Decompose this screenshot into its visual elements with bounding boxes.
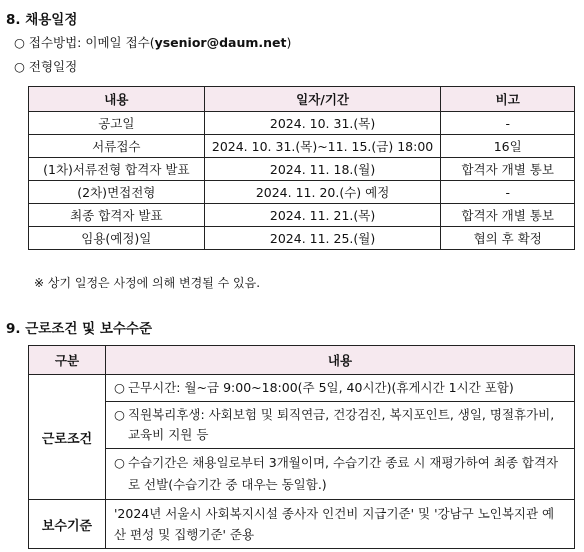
schedule-cell-note: 합격자 개별 통보 xyxy=(441,204,575,227)
pay-standard-cell xyxy=(106,500,575,549)
schedule-table xyxy=(28,86,575,250)
application-email: ysenior@daum.net xyxy=(154,35,287,50)
schedule-cell-content: (2차)면접전형 xyxy=(29,181,205,204)
schedule-header-date: 일자/기간 xyxy=(204,87,441,112)
welfare-cell xyxy=(106,402,575,449)
schedule-header-row xyxy=(29,87,575,112)
bullet-mark: ○ xyxy=(114,407,125,422)
table-row xyxy=(29,375,575,402)
schedule-cell-note: - xyxy=(441,181,575,204)
table-row xyxy=(29,402,575,449)
section-8-heading: 8. 채용일정 xyxy=(6,12,78,28)
schedule-cell-date: 2024. 11. 21.(목) xyxy=(204,204,441,227)
work-hours-cell xyxy=(106,375,575,402)
schedule-header-note: 비고 xyxy=(441,87,575,112)
schedule-cell-note: 협의 후 확정 xyxy=(441,227,575,250)
work-hours-text: 근무시간: 월~금 9:00~18:00(주 5일, 40시간)(휴게시간 1시간 포함) xyxy=(128,380,514,395)
schedule-cell-date: 2024. 11. 25.(월) xyxy=(204,227,441,250)
schedule-cell-date: 2024. 11. 18.(월) xyxy=(204,158,441,181)
table-row xyxy=(29,449,575,500)
schedule-cell-note: 16일 xyxy=(441,135,575,158)
schedule-cell-content: 서류접수 xyxy=(29,135,205,158)
pay-standard-category: 보수기준 xyxy=(29,500,106,549)
schedule-cell-note: - xyxy=(441,112,575,135)
application-method-prefix: ○ 접수방법: 이메일 접수( xyxy=(14,35,155,50)
schedule-cell-date: 2024. 11. 20.(수) 예정 xyxy=(204,181,441,204)
table-row xyxy=(29,500,575,549)
work-conditions-category: 근로조건 xyxy=(29,375,106,500)
schedule-cell-date: 2024. 10. 31.(목) xyxy=(204,112,441,135)
schedule-cell-content: (1차)서류전형 합격자 발표 xyxy=(29,158,205,181)
probation-text: 수습기간은 채용일로부터 3개월이며, 수습기간 종료 시 재평가하여 최종 합격자로 선발(수습기간 중 대우는 동일함.) xyxy=(128,455,559,492)
application-method-line xyxy=(14,33,291,51)
table-row xyxy=(29,227,575,250)
schedule-cell-content: 최종 합격자 발표 xyxy=(29,204,205,227)
application-method-suffix: ) xyxy=(286,35,292,50)
pay-standard-text: '2024년 서울시 사회복지시설 종사자 인건비 지급기준' 및 '강남구 노인복지관 예산 편성 및 집행기준' 준용 xyxy=(114,506,555,542)
schedule-cell-note: 합격자 개별 통보 xyxy=(441,158,575,181)
table-row xyxy=(29,158,575,181)
welfare-text: 직원복리후생: 사회보험 및 퇴직연금, 건강검진, 복지포인트, 생일, 명절휴가비, 교육비 지원 등 xyxy=(128,407,555,442)
probation-cell xyxy=(106,449,575,500)
table-row xyxy=(29,112,575,135)
schedule-header-content: 내용 xyxy=(29,87,205,112)
table-row xyxy=(29,204,575,227)
conditions-table xyxy=(28,345,575,549)
schedule-cell-date: 2024. 10. 31.(목)~11. 15.(금) 18:00 xyxy=(204,135,441,158)
schedule-cell-content: 임용(예정)일 xyxy=(29,227,205,250)
table-row xyxy=(29,135,575,158)
selection-schedule-label: ○ 전형일정 xyxy=(14,59,78,74)
conditions-header-category: 구분 xyxy=(29,346,106,375)
schedule-cell-content: 공고일 xyxy=(29,112,205,135)
conditions-header-row xyxy=(29,346,575,375)
conditions-header-content: 내용 xyxy=(106,346,575,375)
bullet-mark: ○ xyxy=(114,380,125,395)
bullet-mark: ○ xyxy=(114,455,125,470)
section-9-heading: 9. 근로조건 및 보수수준 xyxy=(6,321,152,337)
schedule-change-note: ※ 상기 일정은 사정에 의해 변경될 수 있음. xyxy=(34,276,261,290)
table-row xyxy=(29,181,575,204)
